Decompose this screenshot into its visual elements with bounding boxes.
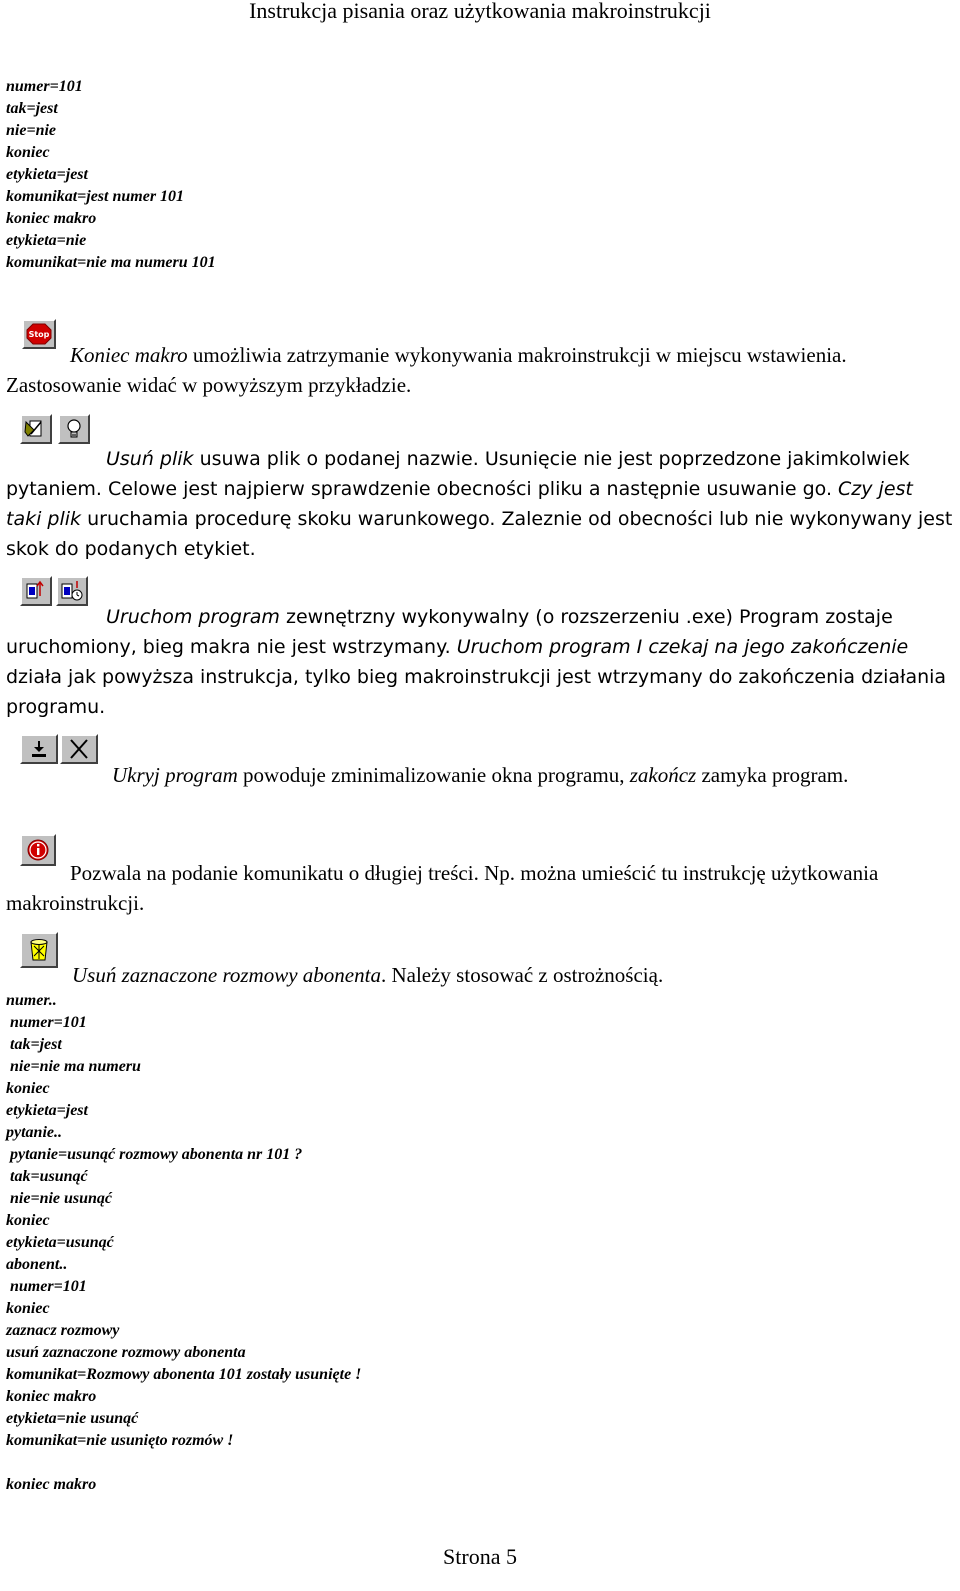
- code-line: tak=jest: [6, 100, 58, 117]
- close-program-description: zamyka program.: [696, 763, 849, 787]
- code-line: etykieta=nie usunąć: [6, 1410, 139, 1427]
- code-line: pytanie..: [6, 1124, 62, 1141]
- code-line: numer=101: [6, 1014, 87, 1031]
- term-zakoncz: zakończ: [629, 763, 697, 787]
- code-line: numer=101: [6, 1278, 87, 1295]
- code-line: etykieta=jest: [6, 166, 88, 183]
- term-ukryj-program: Ukryj program: [112, 763, 238, 787]
- code-line: koniec makro: [6, 210, 97, 227]
- term-koniec-makro: Koniec makro: [70, 343, 188, 367]
- code-line: koniec: [6, 1300, 50, 1317]
- code-block-2: [6, 990, 361, 1496]
- paragraph-stop: [6, 340, 954, 400]
- code-line: [6, 1452, 361, 1474]
- code-line: etykieta=usunąć: [6, 1234, 114, 1251]
- page-header-title: Instrukcja pisania oraz użytkowania makroinstrukcji: [249, 0, 711, 23]
- svg-text:Stop: Stop: [28, 330, 50, 339]
- code-line: pytanie=usunąć rozmowy abonenta nr 101 ?: [6, 1146, 303, 1163]
- delete-calls-description: . Należy stosować z ostrożnością.: [380, 963, 664, 987]
- code-line: numer=101: [6, 78, 83, 95]
- code-line: komunikat=jest numer 101: [6, 188, 185, 205]
- code-line: komunikat=nie ma numeru 101: [6, 254, 216, 271]
- code-line: koniec: [6, 1212, 50, 1229]
- code-line: zaznacz rozmowy: [6, 1322, 120, 1339]
- code-line: usuń zaznaczone rozmowy abonenta: [6, 1344, 246, 1361]
- page-number: Strona 5: [443, 1544, 517, 1569]
- code-block-1: [6, 76, 216, 274]
- term-usun-plik: Usuń plik: [106, 448, 194, 470]
- code-line: nie=nie ma numeru: [6, 1058, 141, 1075]
- code-line: tak=usunąć: [6, 1168, 88, 1185]
- hide-program-description: powoduje zminimalizowanie okna programu,: [237, 763, 630, 787]
- paragraph-message: [6, 858, 954, 918]
- file-exists-description: uruchamia procedurę skoku warunkowego. Zaleznie od obecności lub nie wykonywany jest skok do podanych etykiet.: [6, 508, 953, 560]
- run-program-wait-description: działa jak powyższa instrukcja, tylko bieg makroinstrukcji jest wtrzymany do zakończenia działania programu.: [6, 666, 947, 718]
- code-line: koniec makro: [6, 1388, 97, 1405]
- paragraph-delete-calls: [6, 960, 954, 990]
- delete-file-description: usuwa plik o podanej nazwie. Usunięcie nie jest poprzedzone jakimkolwiek pytaniem. Celowe jest najpierw sprawdzenie obecności pliku a następnie usuwanie go.: [6, 448, 910, 500]
- code-line: etykieta=nie: [6, 232, 87, 249]
- paragraph-delete-file: [6, 444, 954, 564]
- term-uruchom-program-czekaj: Uruchom program I czekaj na jego zakończenie: [456, 636, 909, 658]
- code-line: tak=jest: [6, 1036, 62, 1053]
- term-uruchom-program: Uruchom program: [106, 606, 280, 628]
- delete-file-icon: [20, 414, 52, 444]
- stop-description: umożliwia zatrzymanie wykonywania makroinstrukcji w miejscu wstawienia. Zastosowanie widać w powyższym przykładzie.: [6, 343, 847, 397]
- code-line: koniec: [6, 144, 50, 161]
- message-description: Pozwala na podanie komunikatu o długiej treści. Np. można umieścić tu instrukcję użytkowania makroinstrukcji.: [6, 861, 879, 915]
- code-line: komunikat=Rozmowy abonenta 101 zostały usunięte !: [6, 1366, 362, 1383]
- run-program-description: zewnętrzny wykonywalny (o rozszerzeniu .exe) Program zostaje uruchomiony, bieg makra nie jest wstrzymany.: [6, 606, 893, 658]
- code-line: etykieta=jest: [6, 1102, 88, 1119]
- code-line: koniec: [6, 1080, 50, 1097]
- code-line: abonent..: [6, 1256, 68, 1273]
- code-line: koniec makro: [6, 1476, 97, 1493]
- code-line: numer..: [6, 992, 57, 1009]
- lightbulb-icon: [58, 414, 90, 444]
- term-usun-zaznaczone: Usuń zaznaczone rozmowy abonenta: [72, 963, 381, 987]
- term-czy-jest-taki-plik: Czy jest taki plik: [6, 478, 913, 530]
- code-line: komunikat=nie usunięto rozmów !: [6, 1432, 234, 1449]
- paragraph-run-program: [6, 602, 954, 722]
- paragraph-hide-program: [6, 760, 954, 790]
- code-line: nie=nie: [6, 122, 57, 139]
- code-line: nie=nie usunąć: [6, 1190, 113, 1207]
